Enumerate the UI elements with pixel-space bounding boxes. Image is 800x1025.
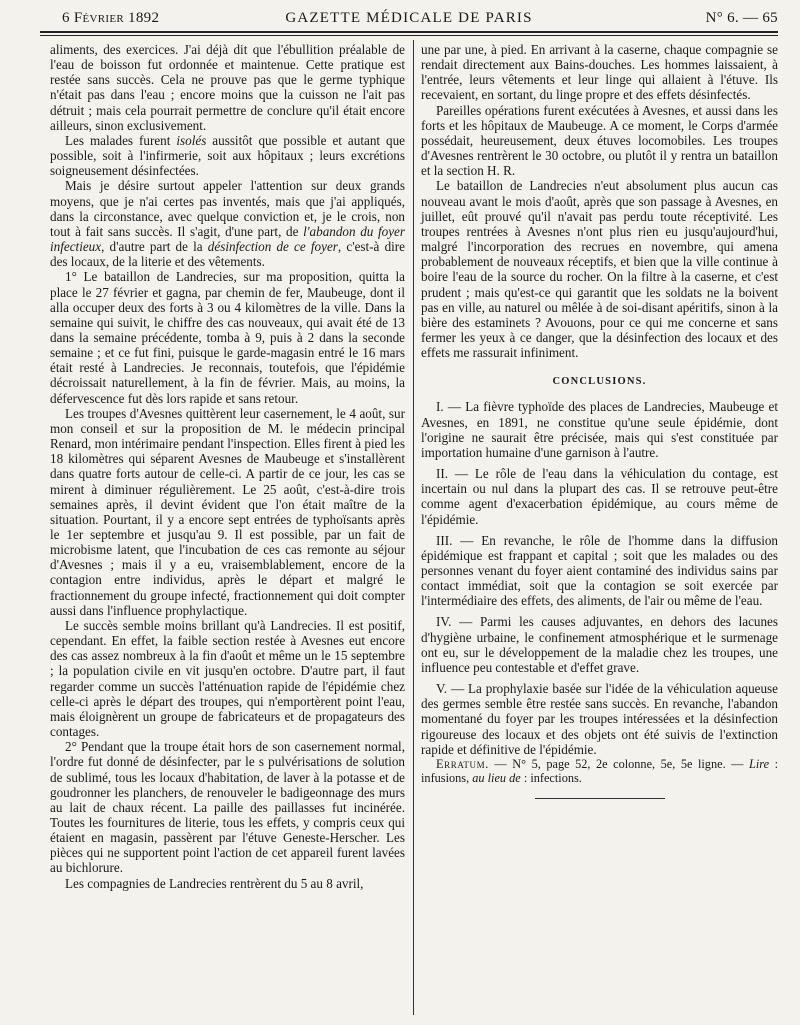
paragraph: Pareilles opérations furent exécutées à Avesnes, et aussi dans les forts et les hôpitaux de Maubeuge. A ce moment, le Corps d'armée possédait, heureusement, deux étuves locomobiles. Les troupes d'Avesnes rentrèrent le 30 octobre, ou plutôt il y rentra un bataillon et la section H. R. <box>421 102 778 179</box>
conclusion-item: IV. — Parmi les causes adjuvantes, en dehors des lacunes d'hygiène urbaine, le confinement atmosphérique et le surmenage ont eu, sur le développement de la maladie chez les troupes, une influence peu contestable et d'effet grave. <box>421 614 778 675</box>
end-rule <box>535 798 665 799</box>
paragraph: 2° Pendant que la troupe était hors de son casernement normal, l'ordre fut donné de désinfecter, par le s pulvérisations de solution de sublimé, tous les locaux d'habitation, de laver à la potasse et de goudronner les planchers, de renouveler le badigeonnage des murs au lait de chaux récent. La paille des paillasses fut incinérée. Toutes les fournitures de literie, tous les effets, y compris ceux qui étaient en magasin, passèrent par l'étuve Geneste-Herscher. Les pièces qui ne supportent point l'action de cet appareil furent lavées au bichlorure. <box>50 739 405 876</box>
right-column <box>421 42 778 799</box>
paragraph: Mais je désire surtout appeler l'attention sur deux grands moyens, que je n'ai certes pas inventés, mais que j'ai appliqués, dans la circonstance, avec quelque conviction et, je le crois, non tout à fait sans succès. Il s'agit, d'une part, de l'abandon du foyer infectieux, d'autre part de la désinfection de ce foyer, c'est-à dire des locaux, de la literie et des vêtements. <box>50 178 406 270</box>
conclusion-item: II. — Le rôle de l'eau dans la véhiculation du contage, est incertain ou nul dans la plupart des cas. Il se retrouve peut-être comme agent d'exacerbation épidémique, au cours même de l'épidémie. <box>421 466 778 527</box>
erratum-note: Erratum. — N° 5, page 52, 2e colonne, 5e, 5e ligne. — Lire : infusions, au lieu de : infections. <box>421 756 778 786</box>
page-number: N° 6. — 65 <box>705 10 778 26</box>
header-rule <box>40 31 778 33</box>
journal-title: GAZETTE MÉDICALE DE PARIS <box>285 10 533 26</box>
paragraph: Le succès semble moins brillant qu'à Landrecies. Il est positif, cependant. En effet, la faible section restée à Avesnes eut encore des cas assez nombreux à la fin d'août et même un le 15 septembre ; la population civile en vit jusqu'en octobre. D'autre part, il faut regarder comme un succès l'atténuation rapide de l'épidémie chez celle-ci après le départ des troupes, qui n'emportèrent point l'eau, mais éloignèrent un groupe de fabricateurs et de propagateurs des contages. <box>50 617 405 740</box>
paragraph: 1° Le bataillon de Landrecies, sur ma proposition, quitta la place le 27 février et gagna, par chemin de fer, Maubeuge, dont il alla occuper deux des forts à 3 ou 4 kilomètres de la ville. Dans la semaine qui suivit, le chiffre des cas nouveaux, qui avait été de 13 dans la semaine précédente, tomba à 9, puis à 2 dans la seconde semaine ; et ce fut fini, puisque le garde-magasin entré le 16 mars était resté à Landrecies. Je reconnais, toutefois, que l'épidémie décroissait naturellement, à la fin de février. Mais, au moins, la défervescence fut dès lors rapide et sans retour. <box>50 269 405 406</box>
issue-date: 6 Février 1892 <box>62 10 160 26</box>
header-rule-thin <box>40 35 778 36</box>
running-header <box>40 8 778 30</box>
paragraph: une par une, à pied. En arrivant à la caserne, chaque compagnie se rendait directement aux Bains-douches. Les hommes laissaient, à l'entrée, leurs vêtements et leur linge qui allaient à l'étuve. Ils recevaient, en sortant, du linge propre et des effets désinfectés. <box>421 42 778 103</box>
conclusion-item: V. — La prophylaxie basée sur l'idée de la véhiculation aqueuse des germes semble être restée sans succès. En revanche, l'abandon momentané du foyer par les troupes intéressées et la désinfection rigoureuse des locaux et des objets ont été suivis de l'extinction rapide et définitive de l'épidémie. <box>421 681 778 757</box>
conclusion-item: I. — La fièvre typhoïde des places de Landrecies, Maubeuge et Avesnes, en 1891, ne constitue qu'une seule épidémie, dont l'origine ne saurait être précisée, mais qui s'est constituée par importation humaine d'une garnison à l'autre. <box>421 399 778 460</box>
conclusions-heading: CONCLUSIONS. <box>552 376 647 388</box>
column-divider <box>413 40 414 1015</box>
paragraph: Les compagnies de Landrecies rentrèrent du 5 au 8 avril, <box>65 875 364 891</box>
left-column <box>50 42 405 891</box>
paragraph: aliments, des exercices. J'ai déjà dit que l'ébullition préalable de l'eau de boisson fut ordonnée et maintenue. Cette pratique est restée sans succès. Cela ne prouve pas que le germe typhique n'était pas dans l'eau ; encore moins que la cuisson ne l'ait pas détruit ; mais cela pourrait permettre de conclure qu'il était encore ailleurs, sinon exclusivement. <box>50 42 405 133</box>
paragraph: Les malades furent isolés aussitôt que possible et autant que possible, soit à l'infirmerie, soit aux hôpitaux ; leurs excrétions soigneusement désinfectées. <box>50 132 405 179</box>
paragraph: Les troupes d'Avesnes quittèrent leur casernement, le 4 août, sur mon conseil et sur la proposition de M. le médecin principal Renard, mon intérimaire pendant l'inspection. Elles firent à pied les 18 kilomètres qui séparent Avesnes de Maubeuge et s'installèrent dans quatre forts autour de celle-ci. A partir de ce jour, les cas se mirent à diminuer régulièrement. Le 25 août, c'est-à-dire trois semaines après, il devint évident que l'on était maître de la situation. Pourtant, il y a encore sept entrées de typhoïsants après le 1er septembre et jusqu'au 9. Il est possible, par un fait de microbisme latent, que l'incubation de ces cas remonte au séjour d'Avesnes ; mais il y a eu, vraisemblablement, encore de la contagion entre individus, après le départ et malgré le fractionnement du groupe infecté, fractionnement qui doit compter aussi dans l'influence prophylactique. <box>50 405 405 618</box>
conclusion-item: III. — En revanche, le rôle de l'homme dans la diffusion épidémique est frappant et capital ; soit que les malades ou des personnes venant du foyer aient contaminé des individus sains par contact immédiat, soit que la contagion se soit exercée par l'intermédiaire des effets, des aliments, de l'air ou même de l'eau. <box>421 532 778 609</box>
paragraph: Le bataillon de Landrecies n'eut absolument plus aucun cas nouveau avant le mois d'août, après que son passage à Avesnes, en juillet, eût prouvé qu'il n'avait pas perdu toute réceptivité. Les troupes rentrées à Avesnes n'ont plus rien eu jusqu'aujourd'hui, malgré l'incorporation des recrues en novembre, qui amena probablement de nouveaux réceptifs, et bien que la ville continue à boire l'eau de la source du rocher. On la filtre à la caserne, et c'est prudent ; mais qu'est-ce qui garantit que les soldats ne la boivent pas en ville, au naturel ou mêlée à de soi-disant apéritifs, sinon à la bière des estaminets ? Avouons, pour ce qui me concerne et sans fermer les yeux à ce danger, que la désinfection des locaux et des effets me rassurait infiniment. <box>421 178 778 361</box>
